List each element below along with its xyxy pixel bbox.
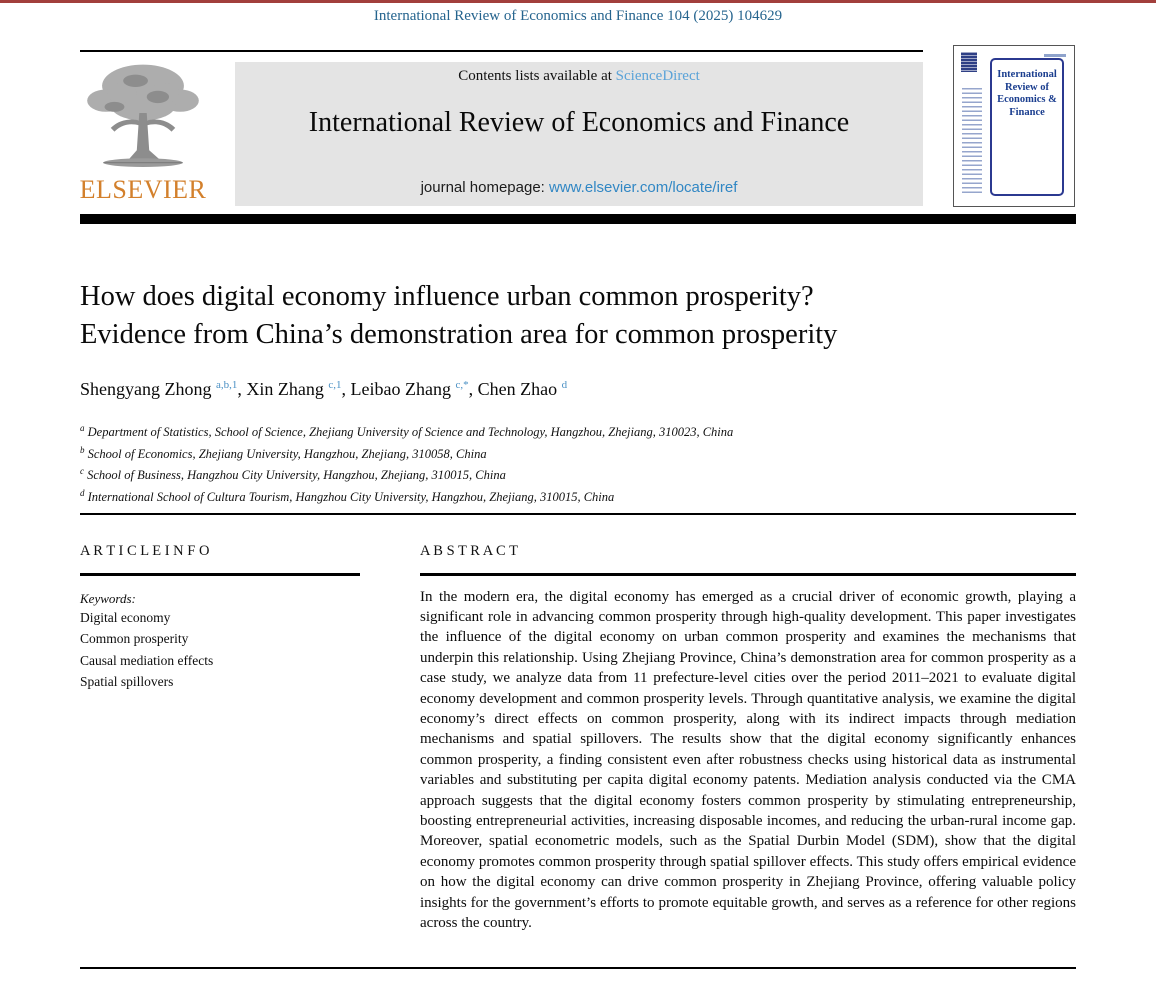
article-title-line2: Evidence from China’s demonstration area for common prosperity xyxy=(80,319,838,350)
journal-cover-thumbnail[interactable] xyxy=(953,45,1075,207)
abstract-rule xyxy=(420,573,1076,576)
author-affiliation-marks: a,b,1 xyxy=(215,379,238,391)
affiliation-list xyxy=(80,420,1060,507)
journal-banner xyxy=(235,62,923,206)
keyword-list xyxy=(80,607,360,693)
keyword-item: Common prosperity xyxy=(80,631,189,646)
header-divider-bar xyxy=(80,214,1076,224)
author: Leibao Zhang $^{c,*}$, xyxy=(350,379,478,399)
contents-prefix: Contents lists available at xyxy=(458,68,616,84)
affiliation-line: $^b$ School of Economics, Zhejiang University, Hangzhou, Zhejiang, 310058, China xyxy=(80,444,487,461)
keywords-label: Keywords: xyxy=(80,590,136,606)
keyword-item: Causal mediation effects xyxy=(80,652,214,668)
author-list xyxy=(80,379,1060,400)
cover-publisher-mark xyxy=(961,52,977,72)
cover-issn-text xyxy=(1044,54,1066,57)
article-title xyxy=(80,278,1060,354)
sciencedirect-link[interactable]: ScienceDirect xyxy=(615,68,700,84)
article-info-column xyxy=(80,543,360,693)
author-affiliation-marks: c,1 xyxy=(328,379,342,391)
affiliation-line: $^c$ School of Business, Hangzhou City University, Hangzhou, Zhejiang, 310015, China xyxy=(80,466,506,483)
author-affiliation-marks: c,* xyxy=(455,379,469,391)
section-divider-rule xyxy=(80,513,1076,515)
journal-homepage-link[interactable]: www.elsevier.com/locate/iref xyxy=(549,179,738,196)
article-title-line1: How does digital economy influence urban common prosperity? xyxy=(80,281,814,312)
journal-title: International Review of Economics and Finance xyxy=(308,107,850,138)
journal-citation: International Review of Economics and Finance 104 (2025) 104629 xyxy=(373,8,783,24)
author-affiliation-marks: d xyxy=(561,379,568,391)
author: Chen Zhao $^d$ xyxy=(477,379,568,399)
header-top-rule xyxy=(80,50,923,52)
author: Xin Zhang $^{c,1}$, xyxy=(246,379,351,399)
elsevier-tree-icon xyxy=(81,56,205,180)
cover-title: International Review of Economics & Finance xyxy=(997,69,1057,118)
cover-title-box xyxy=(990,58,1064,196)
affiliation-line: $^d$ International School of Cultura Tourism, Hangzhou City University, Hangzhou, Zhejiang, 310015, China xyxy=(80,487,615,505)
elsevier-wordmark: ELSEVIER xyxy=(79,175,207,204)
affiliation-line: $^a$ Department of Statistics, School of Science, Zhejiang University of Science and Technology, Hangzhou, Zhejiang, 310023, China xyxy=(80,423,734,440)
abstract-column xyxy=(420,543,1076,933)
page-bottom-rule xyxy=(80,967,1076,969)
abstract-text: In the modern era, the digital economy has emerged as a crucial driver of economic growth, playing a significant role in advancing common prosperity through high-quality development. This paper investigates the influence of the digital economy on urban common prosperity and examines the mechanisms that underpin this relationship. Using Zhejiang Province, China’s demonstration area for common prosperity as a case study, we analyze data from 11 prefecture-level cities over the period 2011–2021 to evaluate digital economy development and common prosperity levels. Through quantitative analysis, we examine the digital economy’s direct effects on common prosperity, along with its indirect impacts through mediation mechanisms and spatial spillovers. The results show that the digital economy significantly enhances common prosperity, a finding consistent even after robustness checks using historical data as instrumental variables and substituting per capita digital economy patents. Mediation analysis conducted via the CMA approach suggests that the digital economy fosters common prosperity by stimulating entrepreneurship, boosting entrepreneurial activities, increasing disposable incomes, and reducing the urban-rural income gap. Moreover, spatial econometric models, such as the Spatial Durbin Model (SDM), show that the digital economy promotes common prosperity through spatial spillover effects. This study offers empirical evidence on how the digital economy can drive common prosperity in Zhejiang Province, offering valuable policy insights for the government’s efforts to promote equitable growth, and serves as a reference for other regions across the country. xyxy=(420,588,1076,931)
cover-editorial-board-text xyxy=(962,88,982,194)
homepage-prefix: journal homepage: xyxy=(420,179,550,196)
author: Shengyang Zhong $^{a,b,1}$, xyxy=(80,379,247,399)
elsevier-logo xyxy=(78,56,208,210)
homepage-line xyxy=(235,179,923,196)
article-info-rule xyxy=(80,573,360,576)
article-info-heading: A R T I C L E I N F O xyxy=(80,543,210,559)
contents-line xyxy=(235,68,923,85)
abstract-heading: A B S T R A C T xyxy=(420,543,518,559)
keyword-item: Digital economy xyxy=(80,609,171,625)
page-top-accent-rule xyxy=(0,0,1156,3)
keyword-item: Spatial spillovers xyxy=(80,674,174,689)
